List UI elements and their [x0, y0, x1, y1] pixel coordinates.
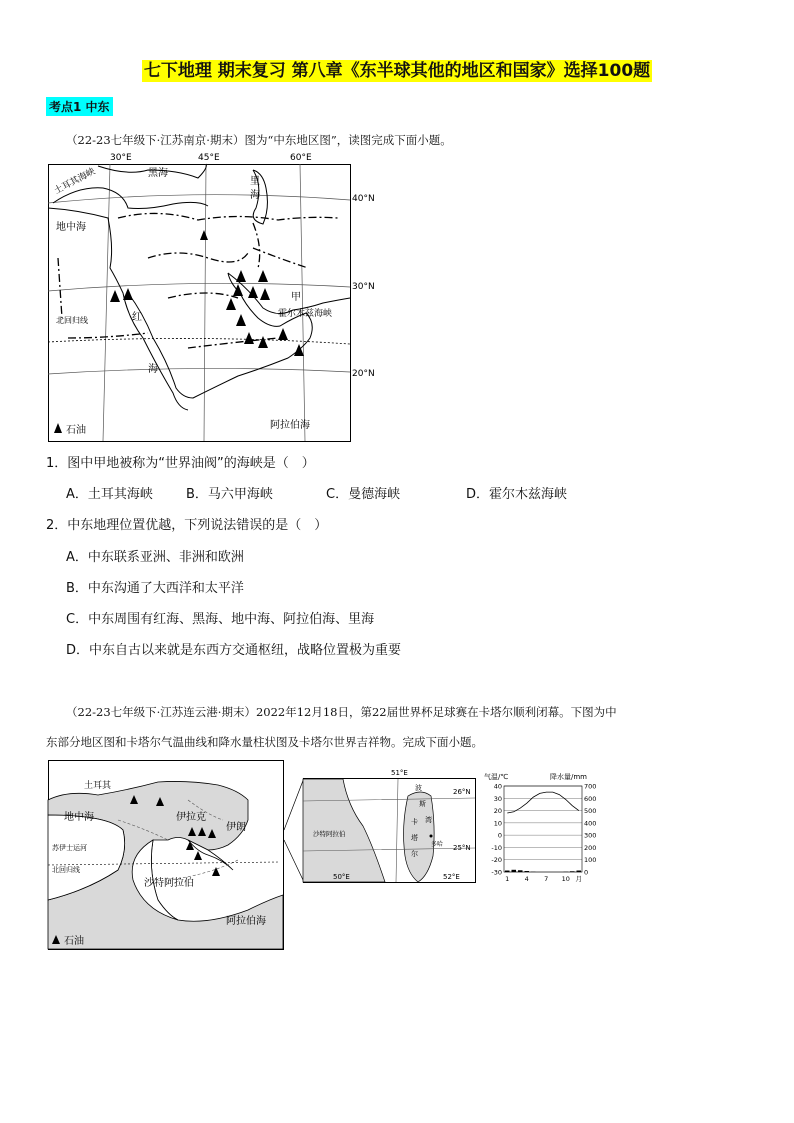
option-1d[interactable]: D．霍尔木兹海峡	[466, 487, 568, 502]
svg-text:里: 里	[250, 176, 260, 187]
svg-text:伊朗: 伊朗	[226, 822, 246, 833]
middle-east-partial-map	[48, 760, 284, 950]
svg-text:塔: 塔	[411, 834, 418, 842]
svg-text:阿拉伯海: 阿拉伯海	[226, 916, 266, 927]
precip-tick: 200	[584, 843, 597, 852]
svg-text:卡: 卡	[411, 818, 418, 826]
svg-text:土耳其海峡: 土耳其海峡	[52, 166, 98, 197]
option-1a[interactable]: A．土耳其海峡	[66, 487, 153, 502]
svg-text:北回归线: 北回归线	[56, 316, 88, 325]
lat-label: 40°N	[352, 194, 375, 204]
legend-oil: 石油	[66, 425, 86, 436]
svg-text:多哈: 多哈	[431, 841, 444, 848]
option-2c[interactable]: C．中东周围有红海、黑海、地中海、阿拉伯海、里海	[66, 612, 375, 627]
section-tag: 考点1 中东	[46, 97, 113, 116]
precip-bar	[512, 870, 517, 872]
option-1c[interactable]: C．曼德海峡	[326, 487, 401, 502]
svg-text:伊拉克: 伊拉克	[176, 812, 206, 823]
precip-tick: 300	[584, 831, 597, 840]
svg-text:沙特阿拉伯: 沙特阿拉伯	[313, 830, 346, 838]
svg-text:地中海: 地中海	[64, 812, 94, 823]
qatar-climate-chart	[484, 770, 608, 884]
temp-tick: 0	[497, 831, 502, 840]
svg-text:海: 海	[148, 364, 158, 375]
svg-text:52°E: 52°E	[443, 873, 460, 881]
month-tick: 4	[524, 875, 529, 883]
option-2a[interactable]: A．中东联系亚洲、非洲和欧洲	[66, 550, 244, 565]
svg-text:51°E: 51°E	[391, 769, 408, 777]
precip-bar	[518, 870, 523, 872]
temp-line	[507, 792, 579, 813]
precip-tick: 100	[584, 856, 597, 865]
temp-tick: 20	[493, 807, 502, 816]
svg-text:斯: 斯	[419, 800, 426, 808]
option-2d[interactable]: D．中东自古以来就是东西方交通枢纽，战略位置极为重要	[66, 643, 402, 658]
zoom-connector	[284, 770, 304, 890]
svg-text:土耳其: 土耳其	[84, 781, 112, 791]
precip-tick: 700	[584, 782, 597, 791]
temp-tick: 40	[493, 782, 502, 791]
precip-axis-label: 降水量/mm	[550, 773, 587, 781]
svg-text:地中海: 地中海	[56, 222, 86, 233]
precip-bar	[525, 871, 530, 872]
legend-oil-2: 石油	[64, 936, 84, 947]
option-1b[interactable]: B．马六甲海峡	[186, 487, 273, 502]
svg-text:阿拉伯海: 阿拉伯海	[270, 420, 310, 431]
question-1: 1．图中甲地被称为“世界油阀”的海峡是（ ）	[46, 456, 315, 471]
plot-frame	[504, 786, 582, 872]
month-tick: 1	[505, 875, 510, 883]
precip-tick: 400	[584, 819, 597, 828]
svg-text:沙特阿拉伯: 沙特阿拉伯	[144, 878, 194, 889]
lat-label: 20°N	[352, 369, 375, 379]
temp-tick: -20	[491, 856, 502, 865]
group2-intro-2: 东部分地区图和卡塔尔气温曲线和降水量柱状图及卡塔尔世界吉祥物。完成下面小题。	[46, 735, 483, 749]
svg-text:北回归线: 北回归线	[52, 866, 80, 874]
temp-tick: -10	[491, 843, 502, 852]
precip-bar	[570, 871, 575, 872]
precip-bar	[505, 871, 510, 872]
svg-text:霍尔木兹海峡: 霍尔木兹海峡	[278, 309, 333, 319]
temp-tick: -30	[491, 868, 502, 877]
precip-bar	[577, 871, 582, 872]
temp-axis-label: 气温/℃	[484, 773, 509, 781]
svg-text:25°N: 25°N	[453, 844, 471, 852]
precip-tick: 0	[584, 868, 589, 877]
page-title: 七下地理 期末复习 第八章《东半球其他的地区和国家》选择100题	[143, 61, 651, 81]
lon-label: 60°E	[290, 153, 312, 163]
svg-text:苏伊士运河: 苏伊士运河	[52, 844, 87, 852]
lon-label: 30°E	[110, 153, 132, 163]
svg-text:波: 波	[415, 784, 422, 792]
qatar-inset-map	[303, 766, 477, 884]
svg-text:红: 红	[132, 312, 142, 323]
svg-text:50°E: 50°E	[333, 873, 350, 881]
option-2b[interactable]: B．中东沟通了大西洋和太平洋	[66, 581, 244, 596]
month-tick: 7	[544, 875, 549, 883]
group1-intro: （22-23七年级下·江苏南京·期末）图为“中东地区图”，读图完成下面小题。	[66, 133, 452, 147]
svg-text:黑海: 黑海	[148, 168, 168, 179]
lon-label: 45°E	[198, 153, 220, 163]
question-2: 2．中东地理位置优越，下列说法错误的是（ ）	[46, 518, 328, 533]
svg-text:海: 海	[250, 190, 260, 201]
svg-text:尔: 尔	[411, 850, 418, 858]
precip-tick: 500	[584, 807, 597, 816]
temp-tick: 10	[493, 819, 502, 828]
month-unit: 月	[575, 875, 582, 883]
month-tick: 10	[561, 875, 570, 883]
precip-tick: 600	[584, 794, 597, 803]
middle-east-map	[48, 148, 375, 442]
svg-text:26°N: 26°N	[453, 788, 471, 796]
temp-tick: 30	[493, 794, 502, 803]
svg-text:甲: 甲	[291, 292, 301, 303]
group2-intro: （22-23七年级下·江苏连云港·期末）2022年12月18日，第22届世界杯足球赛在卡塔尔顺利闭幕。下图为中	[66, 705, 617, 719]
svg-text:湾: 湾	[425, 816, 432, 824]
lat-label: 30°N	[352, 282, 375, 292]
